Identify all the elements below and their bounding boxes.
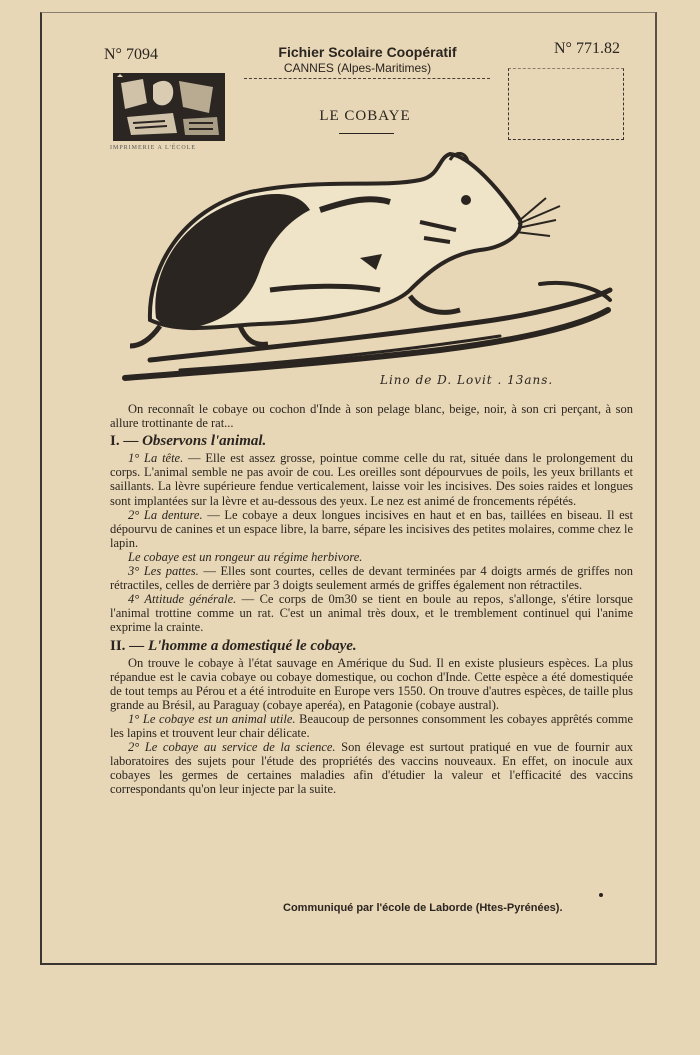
paragraph-posture [110,592,633,634]
paragraph-teeth [110,508,633,550]
paragraph-text: — Elles sont courtes, celles de devant terminées par 4 doigts armés de griffes non rétractiles, celles de derrière par 3 doigts seulement armés de griffes également non rétractiles. [110,564,633,593]
paragraph-lead: 3° Les pattes. [128,564,199,579]
paragraph-legs [110,564,633,592]
paragraph-useful [110,712,633,740]
section-title: L'homme a domestiqué le cobaye. [147,637,357,654]
paragraph-text: — Le cobaye a deux longues incisives en haut et en bas, taillées en biseau. Il est dépourvu de canines et un espace libre, la barre, sépare les incisives des petites molaires, comme chez le lapin. [110,507,633,550]
paragraph-lead: 2° Le cobaye au service de la science. [128,740,336,755]
title-underline [339,133,394,134]
ink-dot [599,893,603,897]
section-heading-1 [110,434,633,448]
publisher-name: Fichier Scolaire Coopératif [278,44,457,60]
paragraph-lead: 1° La tête. [128,451,184,466]
header-divider [244,78,490,79]
paragraph-head [110,451,633,507]
paragraph-lead: 4° Attitude générale. [128,592,237,607]
section-title: Observons l'animal. [142,433,267,450]
section-number: I. — [110,433,139,450]
logo-caption: IMPRIMERIE A L'ÉCOLE [110,145,197,151]
school-credit: Communiqué par l'école de Laborde (Htes-Pyrénées). [283,902,563,914]
guinea-pig-linocut [120,150,620,390]
publisher-city: CANNES (Alpes-Maritimes) [283,61,432,75]
paragraph-text: — Elle est assez grosse, pointue comme celle du rat, située dans le prolongement du corps. L'animal semble ne pas avoir de cou. Les oreilles sont dépourvues de poils, les yeux brillants et saillants. La lèvre supérieure fendue verticalement, laisse voir les incisives. Des soies raides et longues sont implantées sur la lèvre et au-dessous des yeux. Le nez est animé de froncements répétés. [110,451,633,508]
paragraph-science [110,740,633,796]
paragraph-text: — Ce corps de 0m30 se tient en boule au repos, s'allonge, s'étire lorsque l'animal trottine comme un rat. C'est un animal très doux, et le tremblement continuel qui l'anime exprime la crainte. [110,592,633,635]
classification-number: N° 771.82 [554,40,620,57]
illustration-caption: Lino de D. Lovit . 13ans. [380,373,554,387]
paragraph-lead: 2° La denture. [128,507,203,522]
paragraph-lead: 1° Le cobaye est un animal utile. [128,711,296,726]
paragraph-text: Beaucoup de personnes consomment les cobayes apprêtés comme les lapins et trouvent leur chair délicate. [110,711,633,741]
intro-paragraph: On reconnaît le cobaye ou cochon d'Inde à son pelage blanc, beige, noir, à son cri perçant, à son allure trottinante de rat... [110,402,633,431]
stamp-box [508,68,624,140]
section-heading-2 [110,639,633,653]
section-number: II. — [110,637,145,654]
article-body [110,402,633,797]
printing-press-logo [113,73,225,141]
paragraph-origin: On trouve le cobaye à l'état sauvage en Amérique du Sud. Il en existe plusieurs espèces. La plus répandue est le cavia cobaye ou cobaye domestique, ou cochon d'Inde. Cette espèce a été domestiquée de tout temps au Pérou et a été introduite en Europe vers 1550. On trouve d'autres espèces, de taille plus grande au Brésil, au Paraguay (cobaye aperéa), en Patagonie (cobaye austral). [110,655,633,712]
card-number: N° 7094 [104,46,158,63]
paragraph-text: Son élevage est surtout pratiqué en vue de fournir aux laboratoires des sujets pour l'étude des propriétés des vaccins nouveaux. En effet, on inocule aux cobayes les germes de certaines maladies afin d'étudier la valeur et l'efficacité des vaccins correspondants qu'on leur injecte par la suite. [110,740,633,797]
teeth-conclusion: Le cobaye est un rongeur au régime herbivore. [128,549,363,564]
logo-woodcut-icon [113,73,225,141]
lesson-title: LE COBAYE [319,108,411,124]
